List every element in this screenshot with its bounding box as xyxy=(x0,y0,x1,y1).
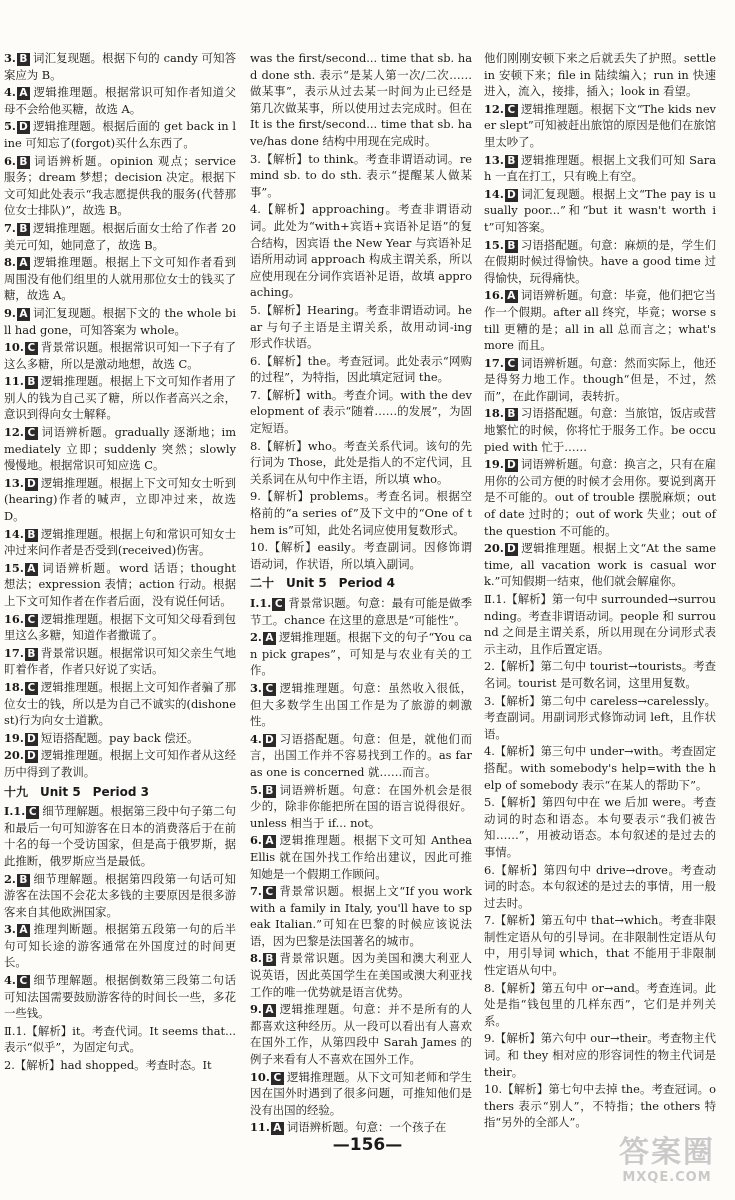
answer-letter-badge: C xyxy=(505,104,518,117)
question-number: 13. xyxy=(4,475,24,490)
answer-item xyxy=(4,424,236,474)
answer-letter-badge: D xyxy=(263,734,276,747)
answer-letter-badge: A xyxy=(17,924,30,937)
question-number: 10. xyxy=(4,340,24,355)
answer-item xyxy=(4,645,236,678)
explanation-paragraph: 7.【解析】第五句中 that→which。考查非限制性定语从句的引导词。在非限制性定语从句中，用引导词 which，that 不能用于非限制性定语从句中。 xyxy=(484,913,716,978)
explanation-paragraph: 4.【解析】approaching。考查非谓语动词。此处为“with+宾语+宾语补足语”的复合结构，因宾语 the New Year 与宾语补足语所用动词 approach 构成主谓关系，所以应使用现在分词作宾语补足语，故填 approaching。 xyxy=(250,202,472,300)
question-number: 15. xyxy=(484,237,504,252)
question-number: 5. xyxy=(4,119,16,134)
explanation-paragraph: 9.【解析】problems。考查名词。根据空格前的“a series of”及下文中的“One of them is”可知，此处名词应使用复数形式。 xyxy=(250,489,472,537)
answer-letter-badge: D xyxy=(17,121,30,134)
explanation-text: 细节理解题。根据第三段中句子第二句和最后一句可知游客在日本的消费落后于在前十名的每一个受访国家，但是高于俄罗斯，据此推断，俄罗斯应当是最低。 xyxy=(4,804,236,868)
explanation-text: 逻辑推理题。根据上下文可知作者看到周围没有他们组里的人就用那位女士的钱买了糖，故选 A。 xyxy=(4,255,236,303)
answer-item xyxy=(250,1119,472,1136)
answer-item xyxy=(250,595,472,628)
explanation-paragraph: 3.【解析】第二句中 careless→carelessly。考查副词。用副词形式修饰动词 left，且作状语。 xyxy=(484,693,716,741)
explanation-text: 词语辨析题。句意：毕竟，他们把它当作一个假期。after all 终究，毕竟；worse still 更糟的是；all in all 总而言之；what's more 而且。 xyxy=(484,288,716,353)
explanation-text: 逻辑推理题。根据下文“The kids never slept”可知被赶出旅馆的原因是他们在旅馆里太吵了。 xyxy=(484,101,716,149)
explanation-paragraph: 6.【解析】第四句中 drive→drove。考查动词的时态。本句叙述的是过去的事情，用一般过去时。 xyxy=(484,862,716,910)
explanation-text: 背景常识题。句意：最有可能是做季节工。chance 在这里的意思是“可能性”。 xyxy=(250,596,472,627)
explanation-text: 习语搭配题。句意：但是，就他们而言，出国工作并不容易找到工作的。as far as one is concerned 就……而言。 xyxy=(250,731,472,779)
answer-item xyxy=(4,871,236,921)
answer-item xyxy=(4,972,236,1022)
answer-letter-badge: A xyxy=(17,87,30,100)
question-number: 8. xyxy=(250,951,262,966)
question-number: 12. xyxy=(484,101,504,116)
question-number: 6. xyxy=(250,833,262,848)
explanation-text: 逻辑推理题。根据下文可知父母看到包里这么多糖，知道作者撒谎了。 xyxy=(4,611,236,643)
answer-item xyxy=(4,526,236,559)
answer-letter-badge: A xyxy=(271,1122,284,1135)
answer-letter-badge: B xyxy=(505,155,518,168)
explanation-text: 逻辑推理题。根据后面女士给了作者 20 美元可知，她同意了，故选 B。 xyxy=(4,220,236,252)
explanation-paragraph: Ⅱ.1.【解析】第一句中 surrounded→surrounding。考查非谓语动词。people 和 surround 之间是主谓关系，所以用现在分词形式表示主动，且作后置定语。 xyxy=(484,592,716,656)
page-number: —156— xyxy=(332,1135,403,1155)
answer-letter-badge: D xyxy=(505,543,518,556)
answer-item xyxy=(250,782,472,832)
answer-letter-badge: D xyxy=(25,750,38,763)
answer-item xyxy=(4,475,236,525)
answer-letter-badge: A xyxy=(263,632,276,645)
answer-letter-badge: C xyxy=(25,427,38,440)
explanation-text: 词汇复现题。根据下句的 candy 可知答案应为 B。 xyxy=(4,51,236,82)
question-number: 11. xyxy=(4,374,24,389)
answer-item xyxy=(250,1069,472,1119)
explanation-paragraph: 10.【解析】第七句中去掉 the。考查冠词。others 表示“别人”，不特指；the others 特指“另外的全部人”。 xyxy=(484,1082,716,1130)
explanation-text: 推理判断题。根据第五段第一句的后半句可知长途的游客通常在外国度过的时间更长。 xyxy=(4,922,236,970)
question-number: 3. xyxy=(4,51,16,65)
answer-item xyxy=(4,747,236,780)
explanation-text: 逻辑推理题。句意：并不是所有的人都喜欢这种经历。从一段可以看出有人喜欢在国外工作，从第四段中 Sarah James 的例子来看有人不喜欢在国外工作。 xyxy=(250,1002,472,1067)
explanation-text: 逻辑推理题。根据上句和常识可知女士冲过来问作者是否受到(received)伤害。 xyxy=(4,526,236,558)
explanation-text: 词语辨析题。word 话语；thought 想法；expression 表情；action 行动。根据上下文可知作者在作者后面，没有说任何话。 xyxy=(4,560,236,608)
explanation-paragraph: 6.【解析】the。考查冠词。此处表示“网购的过程”，为特指，因此填定冠词 the。 xyxy=(250,353,472,385)
explanation-text: 逻辑推理题。根据后面的 get back in line 可知忘了(forgot)买什么东西了。 xyxy=(4,119,236,150)
answer-item xyxy=(484,237,716,287)
explanation-paragraph: 8.【解析】第五句中 or→and。考查连词。此处是指“钱包里的几样东西”，它们是并列关系。 xyxy=(484,980,716,1028)
answer-item xyxy=(4,50,236,83)
answer-letter-badge: C xyxy=(25,614,38,627)
explanation-paragraph: was the first/second... time that sb. had done sth. 表示“是某人第一次/二次……做某事”，表示从过去某一时间为止已经是第几次做某事，所以使用过去完成时。但在 It is the first/second... time that sb. have/has done 结构中用现在完成时。 xyxy=(250,51,472,148)
answer-item xyxy=(484,287,716,353)
question-number: 19. xyxy=(4,730,24,745)
watermark-url: MXQE.COM xyxy=(622,1170,712,1185)
answer-letter-badge: B xyxy=(505,408,518,421)
answer-letter-badge: C xyxy=(271,1072,284,1085)
question-number: 19. xyxy=(484,457,504,472)
column-middle xyxy=(250,50,472,1137)
explanation-paragraph: Ⅱ.1.【解析】it。考查代词。It seems that...表示“似乎”，为固定句式。 xyxy=(4,1023,236,1055)
answer-item xyxy=(4,220,236,253)
answer-letter-badge: B xyxy=(25,529,38,542)
answer-item xyxy=(484,186,716,236)
explanation-text: 逻辑推理题。根据上文“At the same time, all vacation work is casual work.”可知假期一结束，他们就会解雇你。 xyxy=(484,541,716,589)
explanation-paragraph: 5.【解析】第四句中在 we 后加 were。考查动词的时态和语态。本句要表示“我们被告知……”，用被动语态。本句叙述的是过去的事情。 xyxy=(484,795,716,859)
answer-letter-badge: D xyxy=(505,459,518,472)
answer-item xyxy=(484,355,716,405)
explanation-text: 词语辨析题。句意：一个孩子在 xyxy=(286,1120,447,1135)
answer-item xyxy=(4,611,236,644)
question-number: 11. xyxy=(250,1120,270,1135)
explanation-paragraph: 2.【解析】had shopped。考查时态。It xyxy=(4,1058,212,1073)
answer-item xyxy=(484,540,716,590)
question-number: 3. xyxy=(250,680,262,695)
answer-item xyxy=(4,803,236,869)
answer-letter-badge: A xyxy=(17,257,30,270)
explanation-text: 习语搭配题。句意：麻烦的是，学生们在假期时候过得愉快。have a good time 过得愉快，玩得痛快。 xyxy=(484,237,716,285)
answer-letter-badge: C xyxy=(272,598,285,611)
question-number: 3. xyxy=(4,922,16,937)
question-number: 2. xyxy=(250,630,262,645)
explanation-paragraph: 4.【解析】第三句中 under→with。考查固定搭配。with somebody's help=with the help of somebody 表示“在某人的帮助下”。 xyxy=(484,744,716,792)
question-number: Ⅰ.1. xyxy=(250,596,272,610)
answer-letter-badge: B xyxy=(263,785,276,798)
answer-letter-badge: B xyxy=(17,223,30,236)
explanation-paragraph: 2.【解析】第二句中 tourist→tourists。考查名词。tourist 是可数名词，这里用复数。 xyxy=(484,659,716,690)
explanation-text: 逻辑推理题。根据上下文可知作者用了别人的钱为自己买了糖，所以作者高兴之余，意识到得向女士解释。 xyxy=(4,374,236,422)
answer-item xyxy=(250,883,472,949)
answer-item xyxy=(4,730,236,747)
answer-item xyxy=(4,560,236,610)
answer-letter-badge: C xyxy=(25,342,38,355)
section-heading: 十九 Unit 5 Period 3 xyxy=(4,784,149,799)
explanation-text: 词语辨析题。句意：然而实际上，他还是得努力地工作。though“但是，不过，然而”，在此作副词，表转折。 xyxy=(484,355,716,403)
answer-item xyxy=(4,153,236,219)
question-number: 7. xyxy=(4,220,16,235)
answer-letter-badge: C xyxy=(263,683,276,696)
explanation-text: 背景常识题。因为美国和澳大利亚人说英语，因此英国学生在美国或澳大利亚找工作的唯一优势就是语言优势。 xyxy=(250,951,472,999)
question-number: 14. xyxy=(4,526,24,541)
answer-letter-badge: B xyxy=(505,240,518,253)
answer-item xyxy=(4,84,236,117)
question-number: 17. xyxy=(4,645,24,660)
answer-item xyxy=(250,629,472,679)
question-number: 20. xyxy=(484,541,504,556)
answer-item xyxy=(250,1001,472,1067)
answer-item xyxy=(4,118,236,151)
explanation-paragraph: 他们刚刚安顿下来之后就丢失了护照。settle in 安顿下来；file in 陆续编入；run in 快速进入，流入，接排，插入；look in 看望。 xyxy=(484,51,716,99)
question-number: 5. xyxy=(250,782,262,797)
explanation-text: 细节理解题。根据倒数第三段第二句话可知法国需要鼓励游客待的时间长一些，多花一些钱。 xyxy=(4,973,236,1021)
question-number: 17. xyxy=(484,355,504,370)
watermark-logo xyxy=(607,1136,727,1194)
explanation-paragraph: 10.【解析】easily。考查副词。因修饰谓语动词，作状语，所以填入副词。 xyxy=(250,540,472,571)
question-number: 9. xyxy=(4,305,16,320)
answer-letter-badge: D xyxy=(25,478,38,491)
explanation-text: 词语辨析题。gradually 逐渐地；immediately 立即；suddenly 突然；slowly 慢慢地。根据常识可知应选 C。 xyxy=(4,425,236,473)
question-number: 13. xyxy=(484,152,504,167)
answer-letter-badge: A xyxy=(505,290,518,303)
question-number: 18. xyxy=(484,406,504,421)
answer-letter-badge: B xyxy=(17,874,30,887)
explanation-text: 逻辑推理题。根据上文可知作者骗了那位女士的钱，所以是为自己不诚实的(dishonest)行为向女士道歉。 xyxy=(4,679,236,728)
question-number: 8. xyxy=(4,255,16,270)
explanation-paragraph: 9.【解析】第六句中 our→their。考查物主代词。和 they 相对应的形容词性的物主代词是 their。 xyxy=(484,1031,716,1079)
answer-item xyxy=(250,832,472,882)
watermark-logo-text: 答案圈 xyxy=(619,1135,715,1170)
answer-item xyxy=(4,921,236,971)
question-number: 4. xyxy=(4,973,16,988)
explanation-text: 逻辑推理题。根据上文可知作者从这经历中得到了教训。 xyxy=(4,748,236,779)
explanation-text: 逻辑推理题。句意：虽然收入很低，但大多数学生出国工作是为了旅游的刺激性。 xyxy=(250,680,472,729)
answer-item xyxy=(484,101,716,151)
explanation-text: 背景常识题。根据常识可知父亲生气地盯着作者，作者只好说了实话。 xyxy=(4,645,236,677)
explanation-paragraph: 3.【解析】to think。考查非谓语动词。remind sb. to do sth. 表示“提醒某人做某事”。 xyxy=(250,151,472,199)
question-number: 4. xyxy=(4,85,16,100)
explanation-text: 逻辑推理题。从下文可知老师和学生因在国外时遇到了很多问题，可推知他们是没有出国的经验。 xyxy=(250,1069,472,1117)
column-left xyxy=(4,50,236,1075)
question-number: 10. xyxy=(250,1069,270,1084)
question-number: 16. xyxy=(4,611,24,626)
explanation-text: 逻辑推理题。根据下文的句子“You can pick grapes”，可知是与农业有关的工作。 xyxy=(250,630,472,678)
question-number: 12. xyxy=(4,425,24,440)
question-number: 20. xyxy=(4,748,24,763)
question-number: 18. xyxy=(4,679,24,694)
answer-item xyxy=(4,305,236,338)
answer-letter-badge: A xyxy=(263,835,276,848)
answer-letter-badge: B xyxy=(25,376,38,389)
answer-item xyxy=(250,680,472,730)
answer-letter-badge: A xyxy=(263,1004,276,1017)
answer-item xyxy=(4,679,236,729)
answer-letter-badge: C xyxy=(25,682,38,695)
explanation-text: 背景常识题。根据上文“If you work with a family in Italy, you'll have to speak Italian.”可知在巴黎的时候应该说法语，因为巴黎是法国著名的城市。 xyxy=(250,884,472,948)
answer-item xyxy=(4,373,236,423)
answer-letter-badge: B xyxy=(25,648,38,661)
answer-item xyxy=(484,152,716,185)
answer-letter-badge: C xyxy=(26,806,39,819)
answer-item xyxy=(484,456,716,539)
answer-item xyxy=(250,731,472,781)
answer-letter-badge: C xyxy=(17,975,30,988)
answer-letter-badge: B xyxy=(17,53,30,66)
explanation-text: 词语辨析题。句意：换言之，只有在雇用你的公司方便的时候才会用你。要说到离开是不可能的。out of trouble 摆脱麻烦；out of date 过时的；out of work 失业；out of the question 不可能的。 xyxy=(484,457,716,538)
answer-item xyxy=(4,339,236,372)
explanation-text: 背景常识题。根据常识可知一下子有了这么多糖，所以是激动地想，故选 C。 xyxy=(4,340,236,371)
explanation-text: 逻辑推理题。根据下文可知 Anthea Ellis 就在国外找工作给出建议，因此可推知她是一个假期工作顾问。 xyxy=(250,833,472,881)
explanation-text: 词汇复现题。根据上文“The pay is usually poor...”和“but it wasn't worth it”可知答案。 xyxy=(484,186,716,234)
section-heading: 二十 Unit 5 Period 4 xyxy=(250,576,395,591)
question-number: 4. xyxy=(250,731,262,746)
answer-letter-badge: D xyxy=(505,189,518,202)
column-right xyxy=(484,50,716,1132)
explanation-text: 词语辨析题。句意：在国外机会是很少的，除非你能把所在国的语言说得很好。unless 相当于 if... not。 xyxy=(250,782,472,830)
answer-letter-badge: B xyxy=(17,156,30,169)
explanation-text: 词语辨析题。opinion 观点；service 服务；dream 梦想；decision 决定。根据下文可知此处表示“我志愿提供我的服务(代替那位女士排队)”，故选 B。 xyxy=(4,153,236,218)
answer-letter-badge: A xyxy=(17,308,30,321)
explanation-text: 细节理解题。根据第四段第一句话可知游客在法国不会花太多钱的主要原因是很多游客来自其他欧洲国家。 xyxy=(4,871,236,919)
explanation-text: 逻辑推理题。根据上文我们可知 Sarah 一直在打工，只有晚上有空。 xyxy=(484,152,716,184)
explanation-text: 习语搭配题。句意：当旅馆，饭店或营地繁忙的时候，你将忙于服务工作。be occupied with 忙于…… xyxy=(484,406,716,454)
question-number: 6. xyxy=(4,153,16,168)
question-number: 9. xyxy=(250,1002,262,1017)
explanation-paragraph: 8.【解析】who。考查关系代词。该句的先行词为 Those，此处是指人的不定代词，且关系词在从句中作主语，所以填 who。 xyxy=(250,438,472,486)
answer-letter-badge: C xyxy=(263,886,276,899)
explanation-paragraph: 7.【解析】with。考查介词。with the development of 表示“随着……的发展”，为固定短语。 xyxy=(250,387,472,436)
question-number: 14. xyxy=(484,186,504,201)
question-number: 15. xyxy=(4,560,24,575)
question-number: 2. xyxy=(4,871,16,886)
explanation-text: 逻辑推理题。根据常识可知作者知道父母不会给他买糖，故选 A。 xyxy=(4,85,236,116)
answer-item xyxy=(250,950,472,1000)
answer-letter-badge: C xyxy=(505,358,518,371)
answer-letter-badge: D xyxy=(25,733,38,746)
answer-item xyxy=(484,405,716,455)
question-number: 16. xyxy=(484,288,504,303)
explanation-text: 词汇复现题。根据下文的 the whole bill had gone，可知答案为 whole。 xyxy=(4,305,236,337)
answer-item xyxy=(4,254,236,304)
answer-letter-badge: A xyxy=(25,563,38,576)
explanation-paragraph: 5.【解析】Hearing。考查非谓语动词。hear 与句子主语是主谓关系，故用动词-ing 形式作状语。 xyxy=(250,302,472,351)
question-number: Ⅰ.1. xyxy=(4,804,26,819)
explanation-text: 逻辑推理题。根据上下文可知女士听到(hearing)作者的喊声，立即冲过来，故选 D。 xyxy=(4,475,236,524)
question-number: 7. xyxy=(250,884,262,899)
answer-letter-badge: B xyxy=(263,953,276,966)
explanation-text: 短语搭配题。pay back 偿还。 xyxy=(40,730,199,745)
